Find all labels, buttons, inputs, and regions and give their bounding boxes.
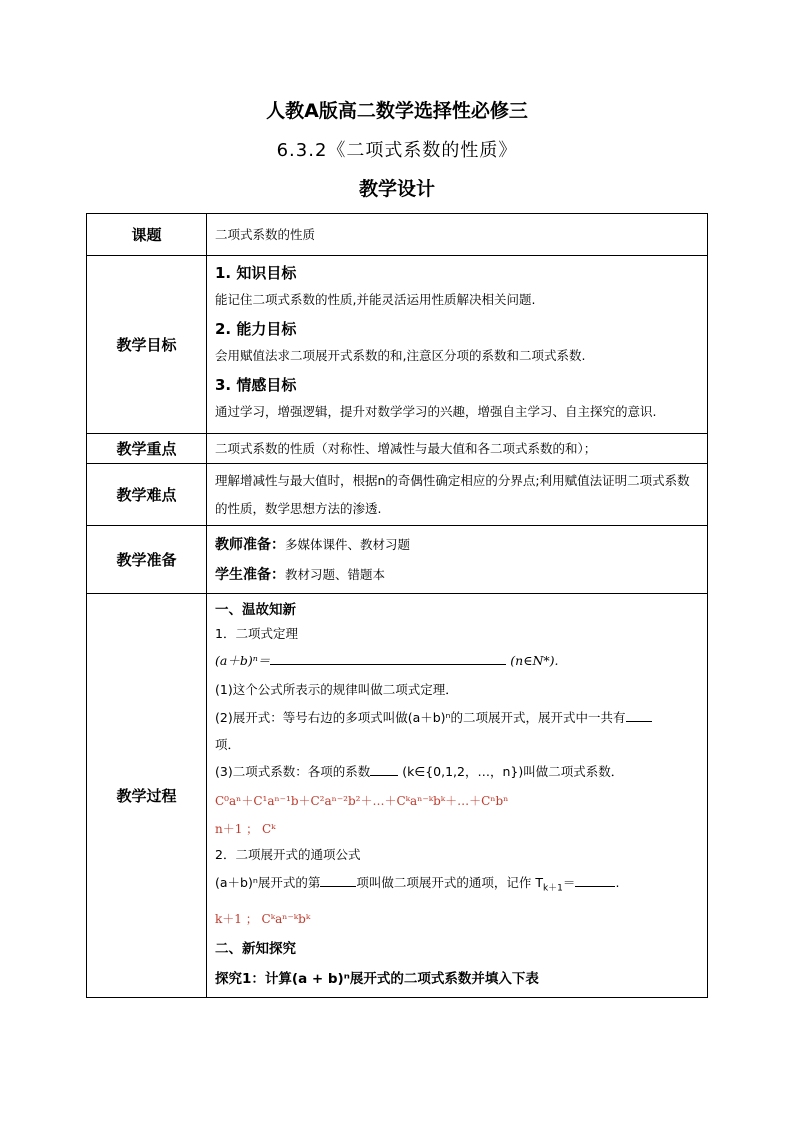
answer-general-term: k＋1 ； Cᵏaⁿ⁻ᵏbᵏ — [215, 911, 311, 926]
table-row-key — [87, 434, 708, 464]
lesson-plan-table — [86, 213, 708, 998]
knowledge-goal-text: 能记住二项式系数的性质,并能灵活运用性质解决相关问题. — [215, 292, 536, 307]
knowledge-goal-heading: 1. 知识目标 — [215, 264, 297, 282]
goals-content — [207, 256, 708, 434]
table-row-goals — [87, 256, 708, 434]
theorem-note: (1)这个公式所表示的规律叫做二项式定理． — [215, 682, 458, 697]
teacher-prep-text: 多媒体课件、教材习题 — [285, 536, 411, 552]
topic-label: 课题 — [87, 214, 207, 256]
ability-goal-heading: 2. 能力目标 — [215, 320, 297, 338]
teacher-prep-label: 教师准备： — [215, 536, 285, 553]
document-title: 人教A版高二数学选择性必修三 — [266, 100, 528, 122]
table-row-process — [87, 594, 708, 998]
process-content — [207, 594, 708, 998]
process-label: 教学过程 — [87, 594, 207, 998]
table-row-prep — [87, 526, 708, 594]
teacher-prep — [215, 530, 701, 560]
coefficient-note: (3)二项式系数：各项的系数 (k∈{0,1,2，…，n})叫做二项式系数． — [215, 764, 624, 779]
key-value: 二项式系数的性质（对称性、增减性与最大值和各二项式系数的和）； — [207, 434, 708, 464]
answer-expansion: C⁰aⁿ＋C¹aⁿ⁻¹b＋C²aⁿ⁻²b²＋…＋Cᵏaⁿ⁻ᵏbᵏ＋…＋Cⁿbⁿ — [215, 794, 509, 808]
review-heading: 一、温故知新 — [215, 602, 296, 618]
ability-goal-text: 会用赋值法求二项展开式系数的和,注意区分项的系数和二项式系数. — [215, 348, 586, 363]
expansion-note-cont: 项． — [215, 737, 241, 752]
lesson-title: 6.3.2《二项式系数的性质》 — [276, 140, 518, 161]
general-term-blank — [575, 873, 615, 887]
goals-label: 教学目标 — [87, 256, 207, 434]
term-count-blank — [626, 708, 652, 722]
document-subtitle: 教学设计 — [358, 178, 435, 200]
emotion-goal-text: 通过学习，增强逻辑，提升对数学学习的兴趣，增强自主学习、自主探究的意识. — [215, 404, 657, 419]
topic-value: 二项式系数的性质 — [207, 214, 708, 256]
prep-label: 教学准备 — [87, 526, 207, 594]
coefficient-blank — [370, 762, 398, 776]
table-row-topic — [87, 214, 708, 256]
explore-task: 探究1：计算(a + b)ⁿ展开式的二项式系数并填入下表 — [215, 970, 539, 987]
difficulty-value: 理解增减性与最大值时，根据n的奇偶性确定相应的分界点;利用赋值法证明二项式系数的性质，数学思想方法的渗透. — [207, 464, 708, 526]
student-prep-text: 教材习题、错题本 — [285, 566, 386, 582]
student-prep-label: 学生准备： — [215, 566, 285, 583]
key-label: 教学重点 — [87, 434, 207, 464]
difficulty-label: 教学难点 — [87, 464, 207, 526]
formula-blank — [270, 651, 506, 665]
term-index-blank — [320, 873, 356, 887]
binomial-formula: (a＋b)ⁿ＝ (n∈N*). — [215, 653, 559, 668]
prep-content — [207, 526, 708, 594]
table-row-difficulty — [87, 464, 708, 526]
expansion-note: (2)展开式：等号右边的多项式叫做(a＋b)ⁿ的二项展开式，展开式中一共有 — [215, 704, 701, 732]
general-term-item: 2．二项展开式的通项公式 — [215, 847, 361, 862]
general-term-note: (a＋b)ⁿ展开式的第 项叫做二项展开式的通项，记作 $T_{k+1}=$ . — [215, 875, 620, 894]
emotion-goal-heading: 3. 情感目标 — [215, 376, 297, 394]
explore-heading: 二、新知探究 — [215, 940, 296, 957]
student-prep — [215, 560, 701, 590]
binomial-theorem-item: 1．二项式定理 — [215, 626, 298, 641]
answer-count: n＋1 ； Cᵏ — [215, 822, 276, 836]
